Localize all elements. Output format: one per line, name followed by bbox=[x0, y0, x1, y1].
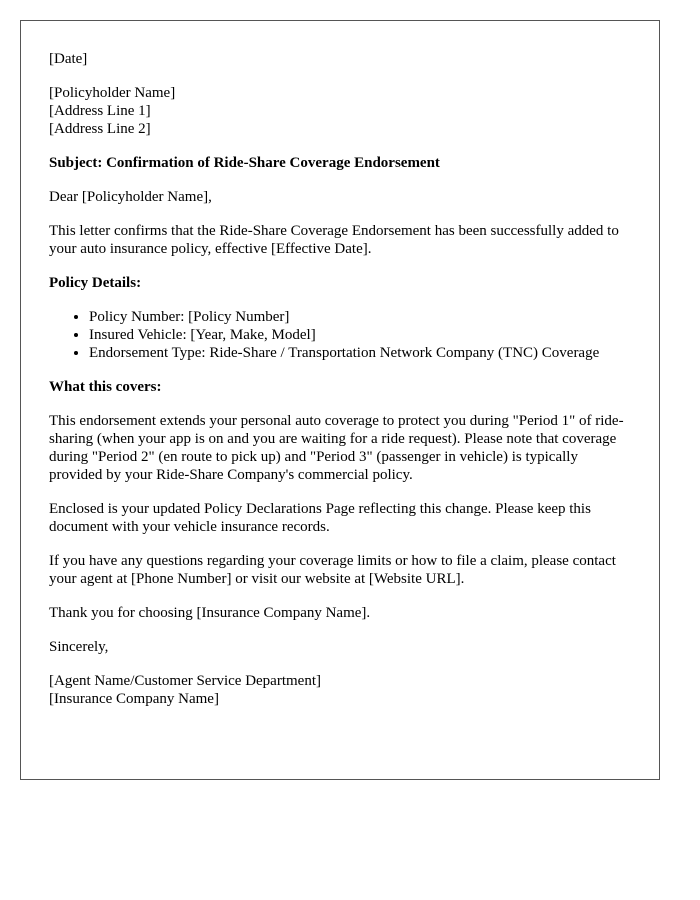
letter-document bbox=[20, 20, 660, 780]
letter-salutation: Dear [Policyholder Name], bbox=[49, 189, 212, 205]
letter-intro: This letter confirms that the Ride-Share Coverage Endorsement has been successfully added to your auto insurance policy, effective [Effective Date]. bbox=[49, 223, 619, 257]
policy-detail-item: • Policy Number: [Policy Number] bbox=[89, 308, 631, 326]
policy-details-heading: Policy Details: bbox=[49, 275, 142, 291]
recipient-address bbox=[49, 84, 631, 138]
signature-block bbox=[49, 672, 631, 708]
letter-closing: Sincerely, bbox=[49, 639, 109, 655]
recipient-name: [Policyholder Name] bbox=[49, 85, 176, 101]
policy-details-list bbox=[49, 308, 631, 362]
covers-heading: What this covers: bbox=[49, 379, 162, 395]
signature-line-1: [Agent Name/Customer Service Department] bbox=[49, 673, 321, 689]
thanks-text: Thank you for choosing [Insurance Company Name]. bbox=[49, 605, 371, 621]
signature-line-2: [Insurance Company Name] bbox=[49, 691, 219, 707]
letter-subject: Subject: Confirmation of Ride-Share Coverage Endorsement bbox=[49, 155, 440, 171]
policy-detail-item: • Endorsement Type: Ride-Share / Transportation Network Company (TNC) Coverage bbox=[89, 344, 631, 362]
questions-text: If you have any questions regarding your coverage limits or how to file a claim, please contact your agent at [Phone Number] or visit our website at [Website URL]. bbox=[49, 553, 616, 587]
letter-date: [Date] bbox=[49, 51, 88, 67]
enclosure-text: Enclosed is your updated Policy Declarations Page reflecting this change. Please keep this document with your vehicle insurance records. bbox=[49, 501, 591, 535]
recipient-address-line-2: [Address Line 2] bbox=[49, 121, 151, 137]
covers-text: This endorsement extends your personal auto coverage to protect you during "Period 1" of ride-sharing (when your app is on and you are waiting for a ride request). Please note that coverage during "Period 2" (en route to pick up) and "Period 3" (passenger in vehicle) is typically provided by your Ride-Share Company's commercial policy. bbox=[49, 413, 624, 483]
policy-detail-item: • Insured Vehicle: [Year, Make, Model] bbox=[89, 326, 631, 344]
recipient-address-line-1: [Address Line 1] bbox=[49, 103, 151, 119]
